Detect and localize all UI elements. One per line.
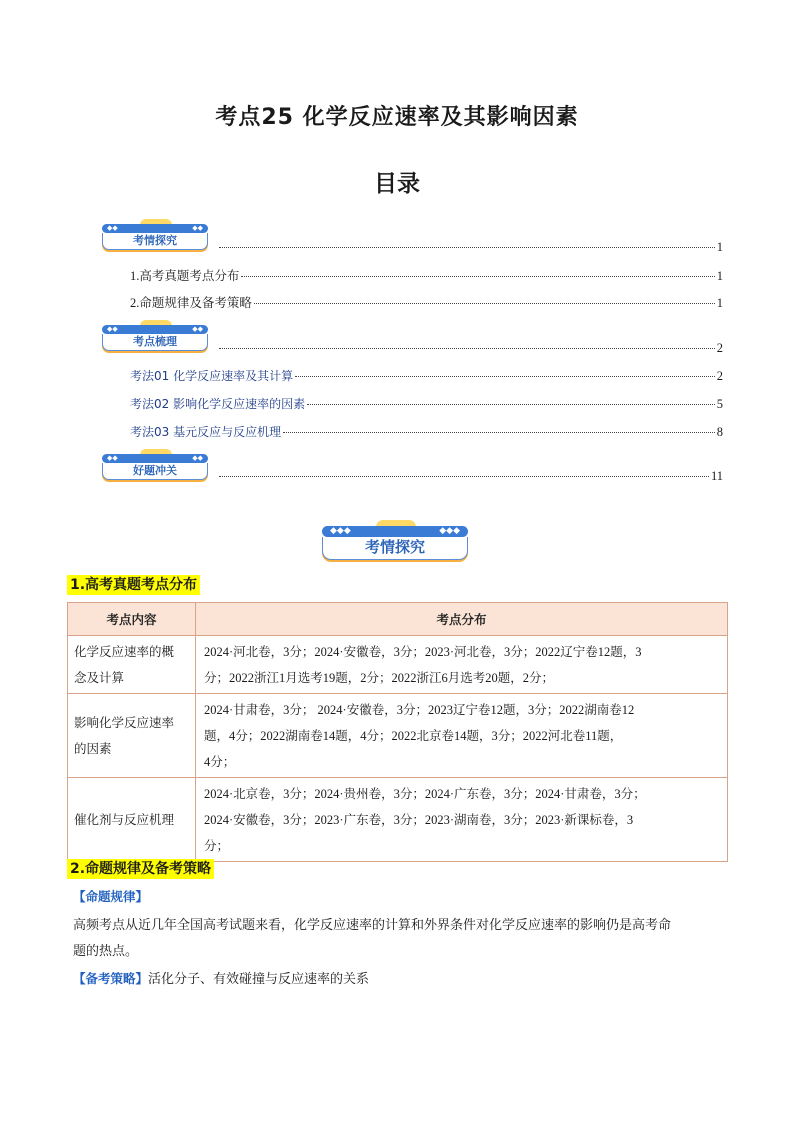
rule-text: 高频考点从近几年全国高考试题来看，化学反应速率的计算和外界条件对化学反应速率的影响仍是高考命 题的热点。	[73, 917, 672, 958]
table-row	[68, 778, 728, 862]
toc-page-number: 1	[716, 240, 723, 254]
distribution-cell: 2024·甘肃卷，3分； 2024·安徽卷，3分；2023辽宁卷12题，3分；2022湖南卷12 题，4分；2022湖南卷14题，4分；2022北京卷14题，3分；2022河北卷11题， 4分；	[196, 694, 728, 778]
ornament-icon: ◆◆	[107, 454, 118, 462]
toc-entry-label: 考法01 化学反应速率及其计算	[130, 369, 294, 383]
toc-entry-label: 2.命题规律及备考策略	[130, 296, 252, 310]
ornament-icon: ◆◆	[192, 224, 203, 232]
table-header: 考点内容	[68, 603, 196, 636]
toc-page-number: 1	[716, 296, 723, 310]
rule-tag-line	[73, 884, 728, 910]
toc-entry[interactable]	[130, 367, 723, 384]
distribution-cell: 2024·河北卷，3分；2024·安徽卷，3分；2023·河北卷，3分；2022辽宁卷12题，3 分；2022浙江1月选考19题，2分；2022浙江6月选考20题，2分；	[196, 636, 728, 694]
toc-page-number: 2	[716, 341, 723, 355]
toc-badge-label: 考点梳理	[133, 335, 177, 348]
toc-entry[interactable]	[130, 293, 723, 311]
exam-distribution-table	[67, 602, 728, 862]
toc-entry[interactable]	[217, 240, 723, 255]
table-row	[68, 636, 728, 694]
document-title: 考点25 化学反应速率及其影响因素	[215, 105, 579, 130]
toc-title: 目录	[374, 171, 420, 197]
toc-badge-exam-analysis[interactable]	[102, 219, 208, 251]
section-heading-2: 2.命题规律及备考策略	[67, 859, 214, 879]
ornament-icon: ◆◆◆	[330, 526, 351, 536]
ornament-icon: ◆◆	[107, 224, 118, 232]
distribution-cell: 2024·北京卷，3分；2024·贵州卷，3分；2024·广东卷，3分；2024·甘肃卷，3分； 2024·安徽卷，3分；2023·广东卷，3分；2023·湖南卷，3分；2023·新课标卷，3 分；	[196, 778, 728, 862]
toc-page-number: 11	[710, 469, 723, 483]
toc-badge-label: 考情探究	[133, 234, 177, 247]
table-row	[68, 694, 728, 778]
section-badge	[322, 520, 468, 562]
table-header: 考点分布	[196, 603, 728, 636]
section-heading-1: 1.高考真题考点分布	[67, 575, 200, 595]
strategy-text: 活化分子、有效碰撞与反应速率的关系	[148, 971, 370, 986]
strategy-tag: 【备考策略】	[73, 971, 149, 986]
ornament-icon: ◆◆	[192, 454, 203, 462]
topic-cell: 催化剂与反应机理	[68, 778, 196, 862]
toc-badge-practice[interactable]	[102, 449, 208, 481]
toc-badge-label: 好题冲关	[133, 464, 177, 477]
table-header-row	[68, 603, 728, 636]
toc-entry[interactable]	[130, 423, 723, 440]
ornament-icon: ◆◆	[192, 325, 203, 333]
strategy-line	[73, 966, 728, 992]
toc-page-number: 5	[716, 397, 723, 411]
topic-cell: 影响化学反应速率 的因素	[68, 694, 196, 778]
toc-page-number: 1	[716, 269, 723, 283]
toc-badge-key-points[interactable]	[102, 320, 208, 352]
section-badge-label: 考情探究	[364, 538, 425, 556]
rule-tag: 【命题规律】	[73, 889, 149, 904]
toc-page-number: 2	[716, 369, 723, 383]
toc-entry[interactable]	[130, 266, 723, 284]
ornament-icon: ◆◆◆	[439, 526, 460, 536]
ornament-icon: ◆◆	[107, 325, 118, 333]
toc-entry[interactable]	[217, 341, 723, 356]
topic-cell: 化学反应速率的概 念及计算	[68, 636, 196, 694]
toc-entry[interactable]	[130, 395, 723, 412]
toc-entry-label: 考法02 影响化学反应速率的因素	[130, 397, 306, 411]
toc-entry[interactable]	[217, 469, 723, 484]
toc-entry-label: 考法03 基元反应与反应机理	[130, 425, 282, 439]
toc-page-number: 8	[716, 425, 723, 439]
toc-entry-label: 1.高考真题考点分布	[130, 269, 240, 283]
